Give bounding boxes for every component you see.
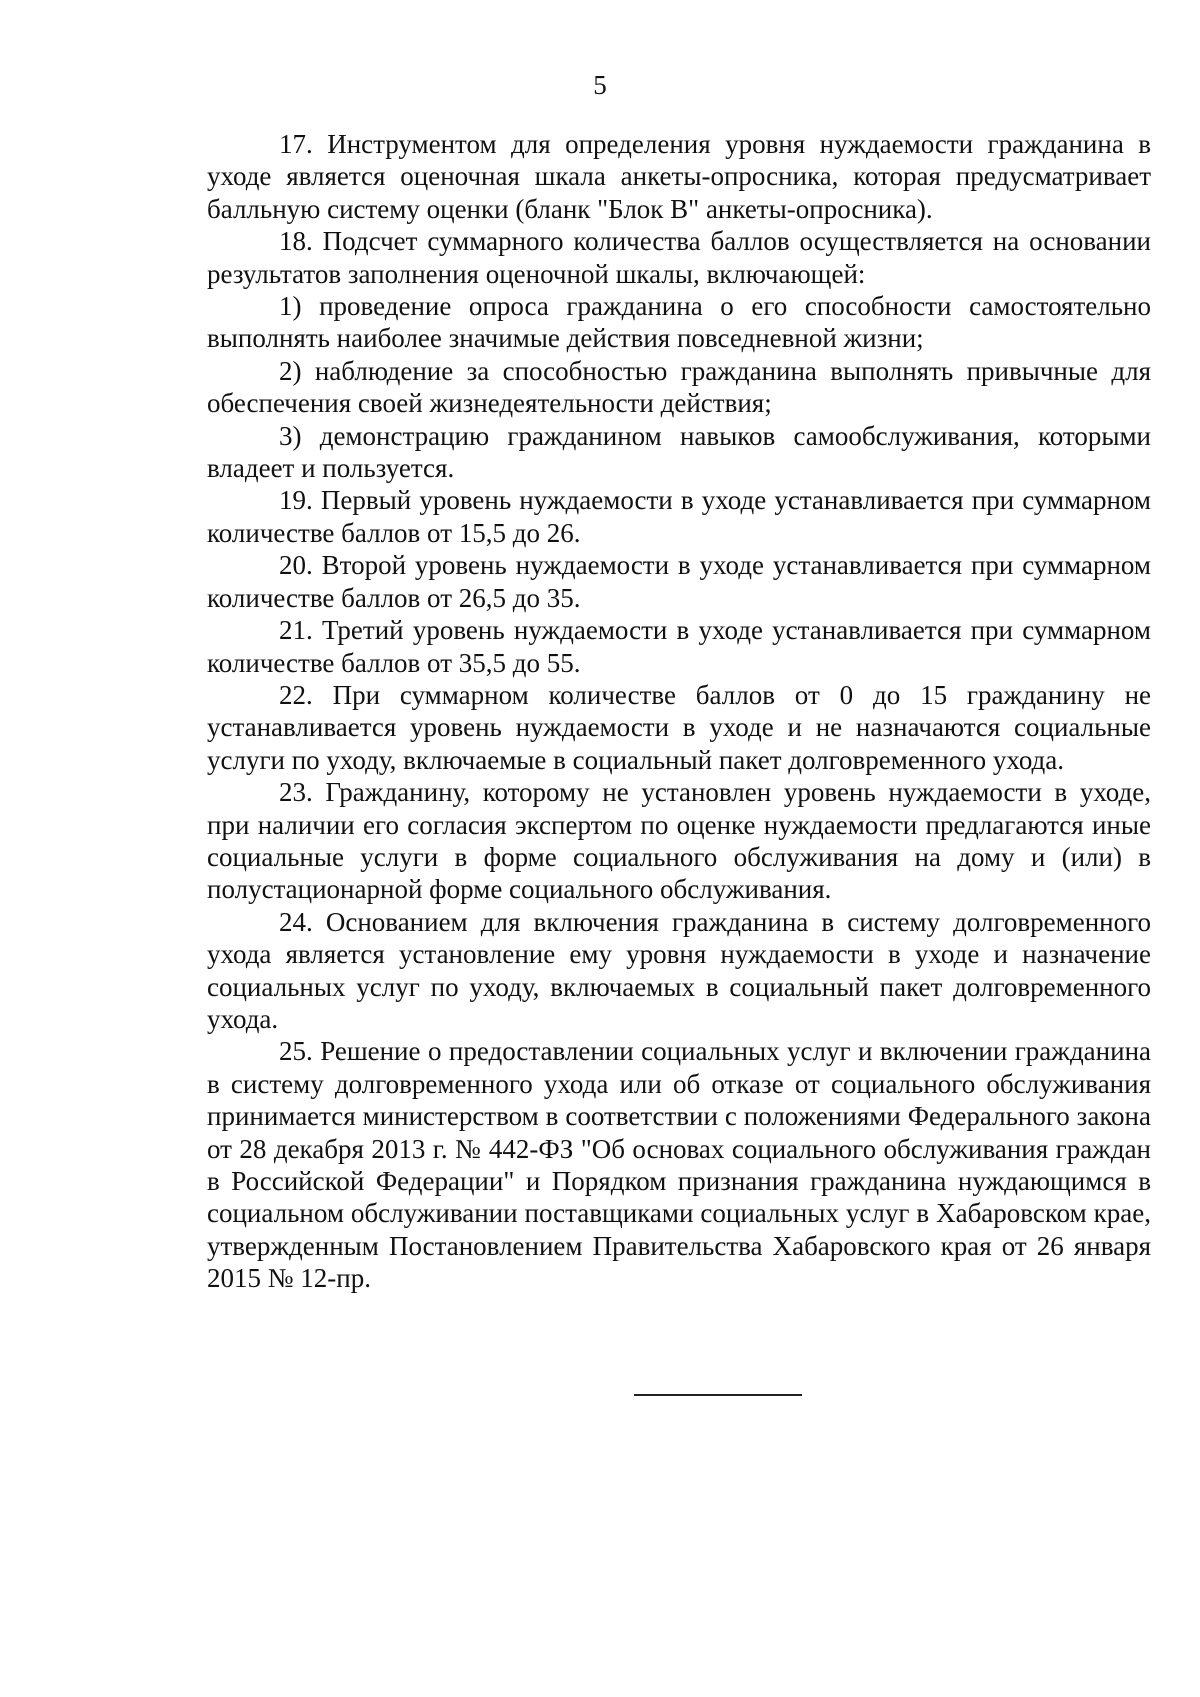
paragraph-22: 22. При суммарном количестве баллов от 0 до 15 гражданину не устанавливается уровень нуждаемости в уходе и не назначаются социальные услуги по уходу, включаемые в социальный пакет долговременного ухода. [207,679,1151,775]
paragraph-25: 25. Решение о предоставлении социальных услуг и включении гражданина в систему долговременного ухода или об отказе от социального обслуживания принимается министерством в соответствии с положениями Федерального закона от 28 декабря 2013 г. № 442-ФЗ "Об основах социального обслуживания граждан в Российской Федерации" и Порядком признания гражданина нуждающимся в социальном обслуживании поставщиками социальных услуг в Хабаровском крае, утвержденным Постановлением Правительства Хабаровского края от 26 января 2015 № 12-пр. [207,1036,1151,1294]
paragraph-19: 19. Первый уровень нуждаемости в уходе устанавливается при суммарном количестве баллов от 15,5 до 26. [207,485,1151,548]
paragraph-18-item-1: 1) проведение опроса гражданина о его способности самостоятельно выполнять наиболее значимые действия повседневной жизни; [207,291,1151,354]
paragraph-23: 23. Гражданину, которому не установлен уровень нуждаемости в уходе, при наличии его согласия экспертом по оценке нуждаемости предлагаются иные социальные услуги в форме социального обслуживания на дому и (или) в полустационарной форме социального обслуживания. [207,777,1151,905]
paragraph-18-item-2: 2) наблюдение за способностью гражданина выполнять привычные для обеспечения своей жизнедеятельности действия; [207,355,1151,419]
paragraph-18-item-3: 3) демонстрацию гражданином навыков самообслуживания, которыми владеет и пользуется. [207,420,1151,484]
paragraph-17: 17. Инструментом для определения уровня нуждаемости гражданина в уходе является оценочная шкала анкеты-опросника, которая предусматривает балльную систему оценки (бланк "Блок В" анкеты-опросника). [207,129,1151,224]
paragraph-20: 20. Второй уровень нуждаемости в уходе устанавливается при суммарном количестве баллов от 26,5 до 35. [207,550,1151,613]
page-number: 5 [593,70,607,100]
paragraph-18: 18. Подсчет суммарного количества баллов осуществляется на основании результатов заполнения оценочной шкалы, включающей: [207,226,1151,289]
paragraph-21: 21. Третий уровень нуждаемости в уходе устанавливается при суммарном количестве баллов от 35,5 до 55. [207,615,1151,678]
end-separator-line [634,1394,802,1396]
paragraph-24: 24. Основанием для включения гражданина в систему долговременного ухода является установление ему уровня нуждаемости в уходе и назначение социальных услуг по уходу, включаемых в социальный пакет долговременного ухода. [207,906,1151,1034]
document-body [207,128,1151,1295]
